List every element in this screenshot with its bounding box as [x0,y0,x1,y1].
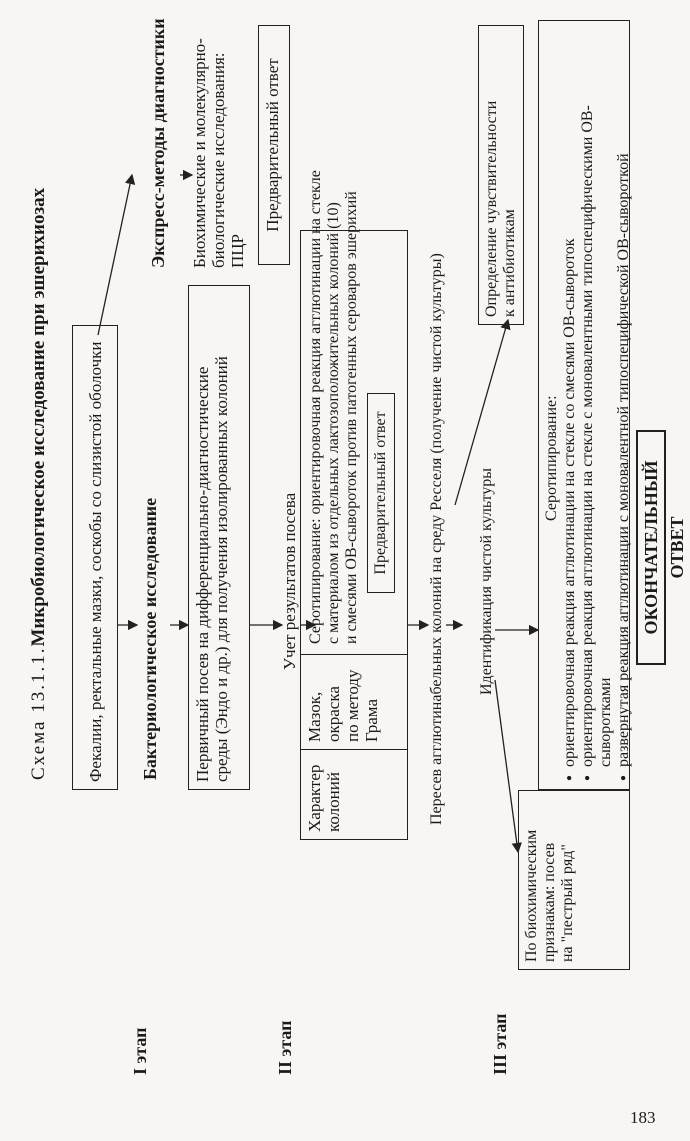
smear-line-2: окраска [324,686,343,742]
results-frame [300,170,408,840]
final-sero-item: ● ориентировочная реакция агглютинации на стекле с моновалентными типоспецифическими ОВ-сыворотками [579,29,615,781]
bact-label: Бактериологическое исследование [140,497,160,780]
smear-line-3: по методу [343,669,362,742]
sero-line-3: и смесями ОВ-сывороток против патогенных сероваров эшерихий [343,191,360,644]
sero-line-1: Серотипирование: ориентировочная реакция агглютинации на стекле [307,170,324,644]
reseed-label: Пересев агглютинабельных колоний на среду Ресселя (получение чистой культуры) [428,253,445,825]
express-line-3: ПЦР [228,233,247,268]
scheme-title-main: Микробиологическое исследование при эшерихиозах [28,187,49,647]
stage-1-label: I этап [130,1027,150,1075]
biochem-line-3: на "пестрый ряд" [559,844,576,962]
primary-line-2: среды (Эндо и др.) для получения изолированных колоний [212,356,231,782]
final-sero-item: ● развернутая реакция агглютинации с моновалентной типоспецифической ОВ-сывороткой [615,29,633,781]
account-label: Учет результатов посева [280,492,299,670]
final-sero-list [561,29,633,781]
biochem-line-2: признакам: посев [541,842,558,962]
final-answer-box: ОКОНЧАТЕЛЬНЫЙ ОТВЕТ [636,430,666,665]
express-label: Экспресс-методы диагностики [148,18,168,268]
primary-line-1: Первичный посев на дифференциально-диагностические [193,366,212,782]
antibiotic-line-2: к антибиотикам [501,209,518,317]
page-number: 183 [630,1108,656,1127]
material-text: Фекалии, ректальные мазки, соскобы со слизистой оболочки [85,341,105,782]
stage-2-label: II этап [275,1020,295,1075]
serotyping-prelim [303,170,365,651]
prelim-answer-express: Предварительный ответ [258,25,290,265]
scheme-title [28,188,50,780]
antibiotic-line-1: Определение чувствительности [483,100,500,317]
smear-line-1: Мазок, [305,691,324,742]
final-sero-box [538,20,630,790]
material-box [72,325,118,790]
final-sero-item: ● ориентировочная реакция агглютинации на стекле со смесями ОВ-сывороток [561,29,579,781]
express-line-1: Биохимические и молекулярно- [190,38,209,268]
stage-3-label: III этап [490,1013,510,1075]
smear-line-4: Грама [362,699,381,742]
final-sero-header: Серотипирование: [543,395,560,521]
prelim-answer-bact: Предварительный ответ [367,393,395,593]
biochem-box [518,790,630,970]
colonies-line-2: колоний [324,772,343,832]
express-line-2: биологические исследования: [209,52,228,268]
arrow-to-biochem [495,680,518,852]
primary-seeding-box [188,285,250,790]
biochem-line-1: По биохимическим [523,829,540,962]
sero-line-2: с материалом из отдельных лактозоположительных колоний (10) [325,202,342,644]
antibiotic-box [478,25,524,325]
express-text [190,38,247,268]
arrow-to-express [98,175,132,335]
ident-label: Идентификация чистой культуры [478,467,495,695]
smear-box [301,654,407,749]
colonies-line-1: Характер [305,764,324,832]
scheme-title-prefix: Схема 13.1.1. [28,646,49,780]
colonies-box [301,749,407,839]
